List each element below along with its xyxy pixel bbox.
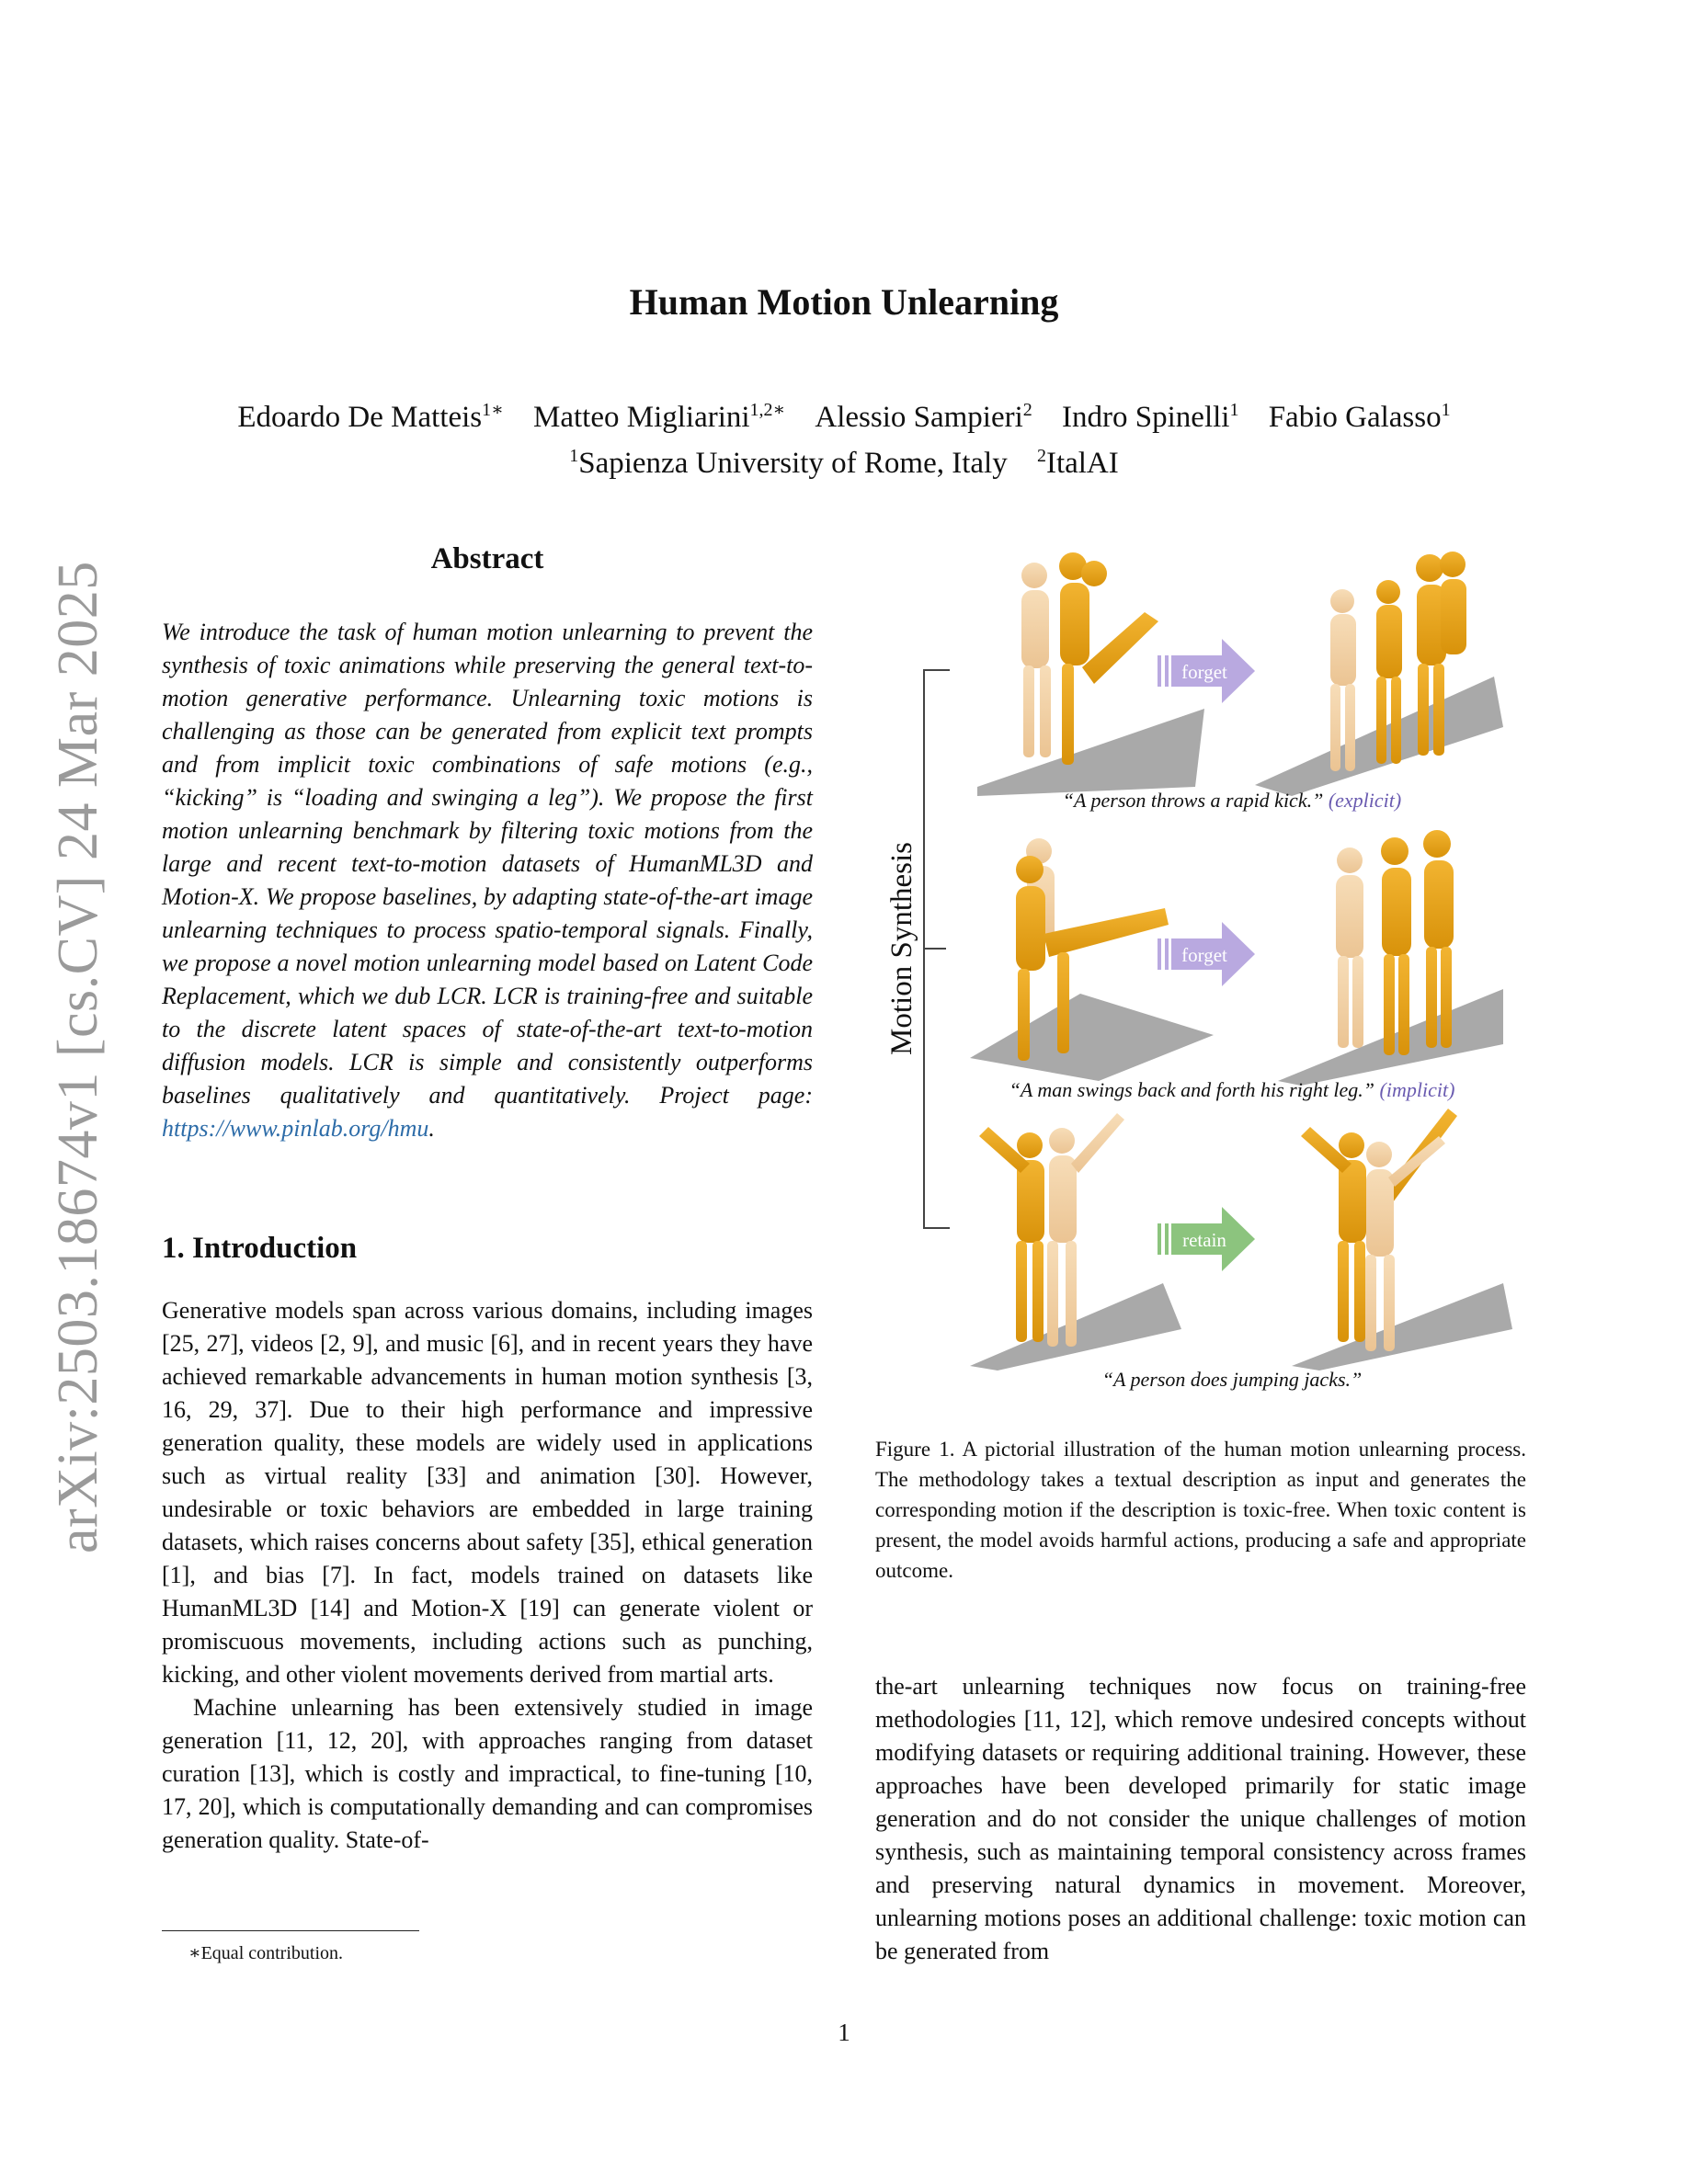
ground-plane (970, 994, 1214, 1081)
author: Edoardo De Matteis$^{1∗}$ (237, 400, 504, 434)
forget-arrow (1158, 639, 1255, 703)
figure-1 (869, 548, 1531, 1403)
paragraph: the-art unlearning techniques now focus on training-free methodologies [11, 12], which remove undesired concepts without modifying datasets or requiring additional training. However, these approaches have been developed primarily for static image generation and do not consider the unique challenges of motion synthesis, such as maintaining temporal consistency across frames and preserving natural dynamics in movement. Moreover, unlearning motions poses an additional challenge: toxic motion can be generated from (875, 1673, 1526, 1964)
figure-caption: Figure 1. A pictorial illustration of the human motion unlearning process. The methodology takes a textual description as input and generates the corresponding motion if the description is toxic-free. When toxic content is present, the model avoids harmful actions, producing a safe and appropriate outcome. (875, 1438, 1526, 1582)
paper-title: Human Motion Unlearning (629, 281, 1059, 323)
figure-row-1 (977, 552, 1503, 812)
row-caption: “A person does jumping jacks.” (1101, 1368, 1363, 1391)
author: Indro Spinelli$^1$ (1062, 400, 1239, 434)
section-heading-introduction: 1. Introduction (162, 1232, 358, 1265)
side-label: Motion Synthesis (885, 842, 918, 1055)
right-column-body (875, 1670, 1526, 1968)
forget-arrow (1158, 922, 1255, 986)
author: Fabio Galasso$^1$ (1268, 400, 1451, 434)
figure-row-3 (970, 1109, 1512, 1391)
author: Matteo Migliarini$^{1,2∗}$ (533, 400, 786, 434)
footnote-rule (162, 1930, 419, 1931)
abstract-body: We introduce the task of human motion unlearning to prevent the synthesis of toxic animations while preserving the general text-to-motion generative performance. Unlearning toxic motions is challenging as those can be generated from explicit text prompts and from implicit toxic combinations of safe motions (e.g., “kicking” is “loading and swinging a leg”). We propose the first motion unlearning benchmark by filtering toxic motions from the large and recent text-to-motion datasets of HumanML3D and Motion-X. We propose baselines, by adapting state-of-the-art image unlearning techniques to process spatio-temporal signals. Finally, we propose a novel motion unlearning model based on Latent Code Replacement, which we dub LCR. LCR is training-free and suitable to the discrete latent spaces of state-of-the-art text-to-motion diffusion models. LCR is simple and consistently outperforms baselines qualitatively and quantitatively. Project page: https://www.pinlab.org/hmu. (162, 619, 813, 1142)
introduction-body (162, 1294, 813, 1857)
abstract-text: We introduce the task of human motion unlearning to prevent the synthesis of toxic animations while preserving the general text-to-motion generative performance. Unlearning toxic motions is challenging as those can be generated from explicit text prompts and from implicit toxic combinations of safe motions (e.g., “kicking” is “loading and swinging a leg”). We propose the first motion unlearning benchmark by filtering toxic motions from the large and recent text-to-motion datasets of HumanML3D and Motion-X. We propose baselines, by adapting state-of-the-art image unlearning techniques to process spatio-temporal signals. Finally, we propose a novel motion unlearning model based on Latent Code Replacement, which we dub LCR. LCR is training-free and suitable to the discrete latent spaces of state-of-the-art text-to-motion diffusion models. LCR is simple and consistently outperforms baselines qualitatively and quantitatively. Project page: (162, 619, 813, 1109)
retain-arrow (1158, 1207, 1255, 1271)
row-caption: “A man swings back and forth his right leg.” (implicit) (1009, 1078, 1455, 1101)
author-block (0, 391, 1688, 483)
bracket (924, 670, 950, 1228)
author: Alessio Sampieri$^2$ (815, 400, 1032, 434)
ground-plane (1292, 1283, 1512, 1371)
paragraph: Machine unlearning has been extensively studied in image generation [11, 12, 20], with approaches ranging from dataset curation [13], which is costly and impractical, to fine-tuning [10, 17, 20], which is computationally demanding and can compromises generation quality. State-of- (162, 1694, 813, 1853)
row-caption: “A person throws a rapid kick.” (explicit) (1062, 789, 1402, 812)
affiliation: $^2$ItalAI (1036, 446, 1119, 480)
author-list (0, 391, 1688, 437)
abstract-heading: Abstract (430, 542, 544, 575)
footnote: ∗Equal contribution. (188, 1943, 344, 1963)
paragraph: Generative models span across various domains, including images [25, 27], videos [2, 9], and music [6], and in recent years they have achieved remarkable advancements in human motion synthesis [3, 16, 29, 37]. Due to their high performance and impressive generation quality, these models are widely used in applications such as virtual reality [33] and animation [30]. However, undesirable or toxic behaviors are embedded in large training datasets, which raises concerns about safety [35], ethical generation [1], and bias [7]. In fact, models trained on datasets like HumanML3D [14] and Motion-X [19] can generate violent or promiscuous movements, including actions such as punching, kicking, and other violent movements derived from martial arts. (162, 1297, 813, 1688)
affiliation: $^1$Sapienza University of Rome, Italy (569, 446, 1008, 480)
ground-plane (977, 709, 1204, 796)
project-link[interactable]: https://www.pinlab.org/hmu (162, 1115, 429, 1142)
page-number: 1 (838, 2019, 850, 2046)
svg-text:retain: retain (1182, 1229, 1226, 1251)
arxiv-identifier: arXiv:2503.18674v1 [cs.CV] 24 Mar 2025 (47, 561, 109, 1553)
svg-text:forget: forget (1181, 661, 1227, 683)
figure-row-2 (970, 830, 1503, 1101)
affiliation-list (0, 437, 1688, 483)
svg-text:forget: forget (1181, 944, 1227, 966)
